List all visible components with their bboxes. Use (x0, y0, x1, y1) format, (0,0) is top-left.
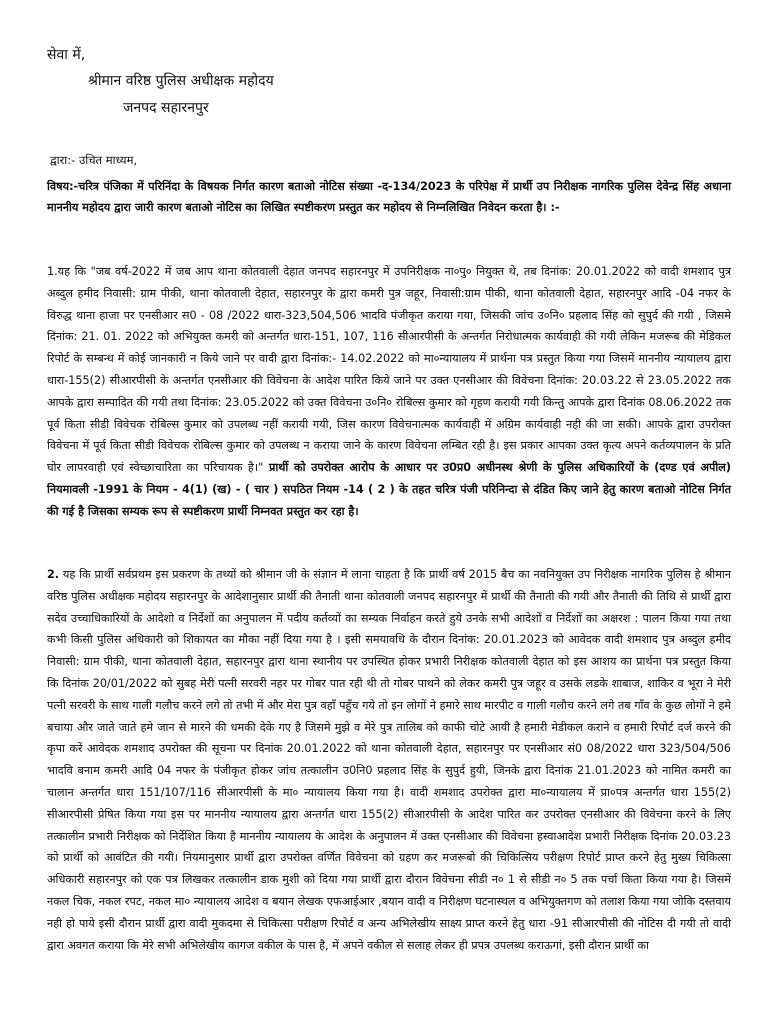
paragraph-1-bold-text: प्रार्थी को उपरोक्त आरोप के आधार पर उ0प्र0 अधीनस्थ श्रेणी के पुलिस अधिकारियों के (दण्ड एवं अपील) नियमावली -1991 के नियम - 4(1) (ख) - ( चार ) सपठित नियम -14 ( 2 ) के तहत चरित्र पंजी परिनिन्दा से दंडित किए जाने हेतु कारण बताओ नोटिस निर्गत की गई है जिसका सम्यक रूप से स्पष्टीकरण प्रार्थी निम्नवत प्रस्तुत कर रहा है। (47, 461, 732, 518)
paragraph-2 (47, 564, 731, 956)
paragraph-1-text: 1.यह कि "जब वर्ष-2022 में जब आप थाना कोतवाली देहात जनपद सहारनपुर में उपनिरीक्षक ना०पु० नियुक्त थे, तब दिनांक: 20.01.2022 को वादी शमशाद पुत्र अब्दुल हमीद निवासी: ग्राम पीकी, थाना कोतवाली देहात, सहारनपुर के द्वारा कमरी पुत्र जहूर, निवासी:ग्राम पीकी, थाना कोतवाली देहात, सहारनपुर आदि -04 नफर के विरुद्ध थाना हाजा पर एनसीआर स0 - 08 /2022 धारा-323,504,506 भादवि पंजीकृत कराया गया, जिसकी जांच उ०नि० प्रहलाद सिंह को सुपुर्द की गयी , जिसमे दिनांक: 21. 01. 2022 को अभियुक्त कमरी को अन्तर्गत धारा-151, 107, 116 सीआरपीसी के अन्तर्गत निरोधात्मक कार्यवाही की गयी लेकिन मजरूब की मेडिकल रिपोर्ट के सम्बन्ध में कोई जानकारी न किये जाने पर वादी द्वारा दिनांक:- 14.02.2022 को मा०न्यायालय में प्रार्थना पत्र प्रस्तुत किया गया जिसमें माननीय न्यायालय द्वारा धारा-155(2) सीआरपीसी के अन्तर्गत एनसीआर की विवेचना के आदेश पारित किये जाने पर उक्त एनसीआर की विवेचना दिनांक: 20.03.22 से 23.05.2022 तक आपके द्वारा सम्पादित की गयी तथा दिनांक: 23.05.2022 को उक्त विवेचना उ०नि० रोबिल्स कुमार को गृहण करायी गयी किन्तु आपके द्वारा दिनांक 08.06.2022 तक पूर्व किता सीडी विवेचक रोबिल्स कुमार को उपलब्ध नहीं करायी गयी, जिस कारण विवेचनात्मक कार्यवाही में अग्रिम कार्यवाही नही की जा सकी। आपके द्वारा उपरोक्त विवेचना में पूर्व किता सीडी विवेचक रोबिल्स कुमार को उपलब्ध न कराया जाने के कारण विवेचना लम्बित रही है। इस प्रकार आपका उक्त कृत्य अपने कर्तव्यपालन के प्रति घोर लापरवाही एवं स्वेच्छाचारिता का परिचायक है।" (47, 265, 731, 475)
subject: विषय:-चरित्र पंजिका में परिनिंदा के विषयक निर्गत कारण बताओ नोटिस संख्या -द-134/2023 के परिपेक्ष में प्रार्थी उप निरीक्षक नागरिक पुलिस देवेन्द्र सिंह अधाना माननीय महोदय द्वारा जारी कारण बताओ नोटिस का लिखित स्पष्टीकरण प्रस्तुत कर महोदय से निम्नलिखित निवेदन करता है। :- (47, 180, 731, 214)
via-line: द्वारा:- उचित माध्यम, (50, 153, 138, 167)
paragraph-2-number: 2. (47, 568, 60, 581)
addressee-district: जनपद सहारनपुर (123, 100, 209, 116)
addressee-title: श्रीमान वरिष्ठ पुलिस अधीक्षक महोदय (88, 73, 274, 89)
paragraph-2-text: यह कि प्रार्थी सर्वप्रथम इस प्रकरण के तथ्यों को श्रीमान जी के संज्ञान में लाना चाहता है कि प्रार्थी वर्ष 2015 बैच का नवनियुक्त उप निरीक्षक नागरिक पुलिस हे श्रीमान वरिष्ठ पुलिस अधीक्षक महोदय सहारनपुर के आदेशानुसार प्रार्थी की तैनाती थाना कोतवाली जनपद सहारनपुर में प्रार्थी की तैनाती की गयी और तैनाती की तिथि से प्रार्थी द्वारा सदेव उच्चाधिकारियों के आदेशो व निर्देशों का अनुपालन में पदीय कर्तव्यों का सम्यक निर्वाहन करते हुये उनके सभी आदेशों व निर्देशों का अक्षरश : पालन किया गया तथा कभी किसी पुलिस अधिकारी को शिकायत का मौका नहीं दिया गया है । इसी समयावधि के दौरान दिनांक: 20.01.2023 को आवेदक वादी शमशाद पुत्र अब्दुल हमीद निवासी: ग्राम पीकी, थाना कोतवाली देहात, सहारनपुर द्वारा थाना स्थानीय पर उपस्थित होकर प्रभारी निरीक्षक कोतवाली देहात को इस आशय का प्रार्थना पत्र प्रस्तुत किया कि दिनांक 20/01/2022 को सुबह मेरी पत्नी सरवरी नहर पर गोबर पात रही थी तो गोबर पाथने को लेकर कमरी पुत्र जहूर व उसके लडके शाबाज, शाकिर व भूरा ने मेरी पत्नी सरवरी के साथ गाली गलौच करने लगे तो तभी में और मेरा पुत्र वहाँ पहुँच गये तो इन लोगों ने हमारे साथ मारपीट व गाली गलौच करने लगे तब गाँव के कुछ लोगों ने हमे बचाया और जाते जाते हमे जान से मारने की धमकी देके गए है जिसमे मुझे व मेरे पुत्र तालिब को काफी चोटे आयी है हमारी मेडीकल कराने व हमारी रिपोर्ट दर्ज करने की कृपा करें आवेदक शमशाद उपरोक्त की सूचना पर दिनांक 20.01.2022 को थाना कोतवाली देहात, सहारनपुर पर एनसीआर सं0 08/2022 धारा 323/504/506 भादवि बनाम कमरी आदि 04 नफर के पंजीकृत होकर जांच तत्कालीन उ0नि0 प्रहलाद सिंह के सुपुर्द हुयी, जिनके द्वारा दिनांक 21.01.2023 को नामित कमरी का चालान अन्तर्गत धारा 151/107/116 सीआरपीसी के मा० न्यायालय किया गया है। वादी शमशाद उपरोक्त द्वारा मा०न्यायालय में प्रा०पत्र अन्तर्गत धारा 155(2) सीआरपीसी प्रेषित किया गया इस पर माननीय न्यायालय द्वारा अन्तर्गत धारा 155(2) सीआरपीसी के आदेश पारित कर उपरोक्त एनसीआर की विवेचना करने के लिए तत्कालीन प्रभारी निरीक्षक को निर्देशित किया है माननीय न्यायालय के आदेश के अनुपालन में उक्त एनसीआर की विवेचना हस्वाआदेश प्रभारी निरीक्षक दिनांक 20.03.23 को प्रार्थी को आवंटित की गयी। नियमानुसार प्रार्थी द्वारा उपरोक्त वर्णित विवेचना को ग्रहण कर मजरूबो की चिकित्सिय परीक्षण रिपोर्ट प्राप्त करने हेतु मुख्य चिकित्सा अधिकारी सहारनपुर को एक पत्र लिखकर तत्कालीन डाक मुशी को दिया गया प्रार्थी द्वारा दौरान विवेचना सीडी न० 1 से सीडी न० 5 तक पर्चा किता किया गया है। जिसमें नकल चिक, नकल रपट, नकल मा० न्यायालय आदेश व बयान लेखक एफआईआर ,बयान वादी व निरीक्षण घटनास्थल व अभियुक्तगण को तलाश किया गया जोकि दस्तवाय नही हो पाये इसी दौरान प्रार्थी द्वारा वादी मुकदमा से चिकित्सा परीक्षण रिपोर्ट व अन्य अभिलेखीय साक्ष्य प्राप्त करने हेतु धारा -91 सीआरपीसी की नोटिस दी गयी तो वादी द्वारा अवगत कराया कि मेरे सभी अभिलेखीय कागज वकील के पास है, में अपने वकील से सलाह लेकर ही प्रपत्र उपलब्ध कराऊगां, इसी दौरान प्रार्थी का (47, 568, 732, 952)
paragraph-1 (47, 261, 731, 523)
salutation: सेवा में, (47, 47, 86, 63)
